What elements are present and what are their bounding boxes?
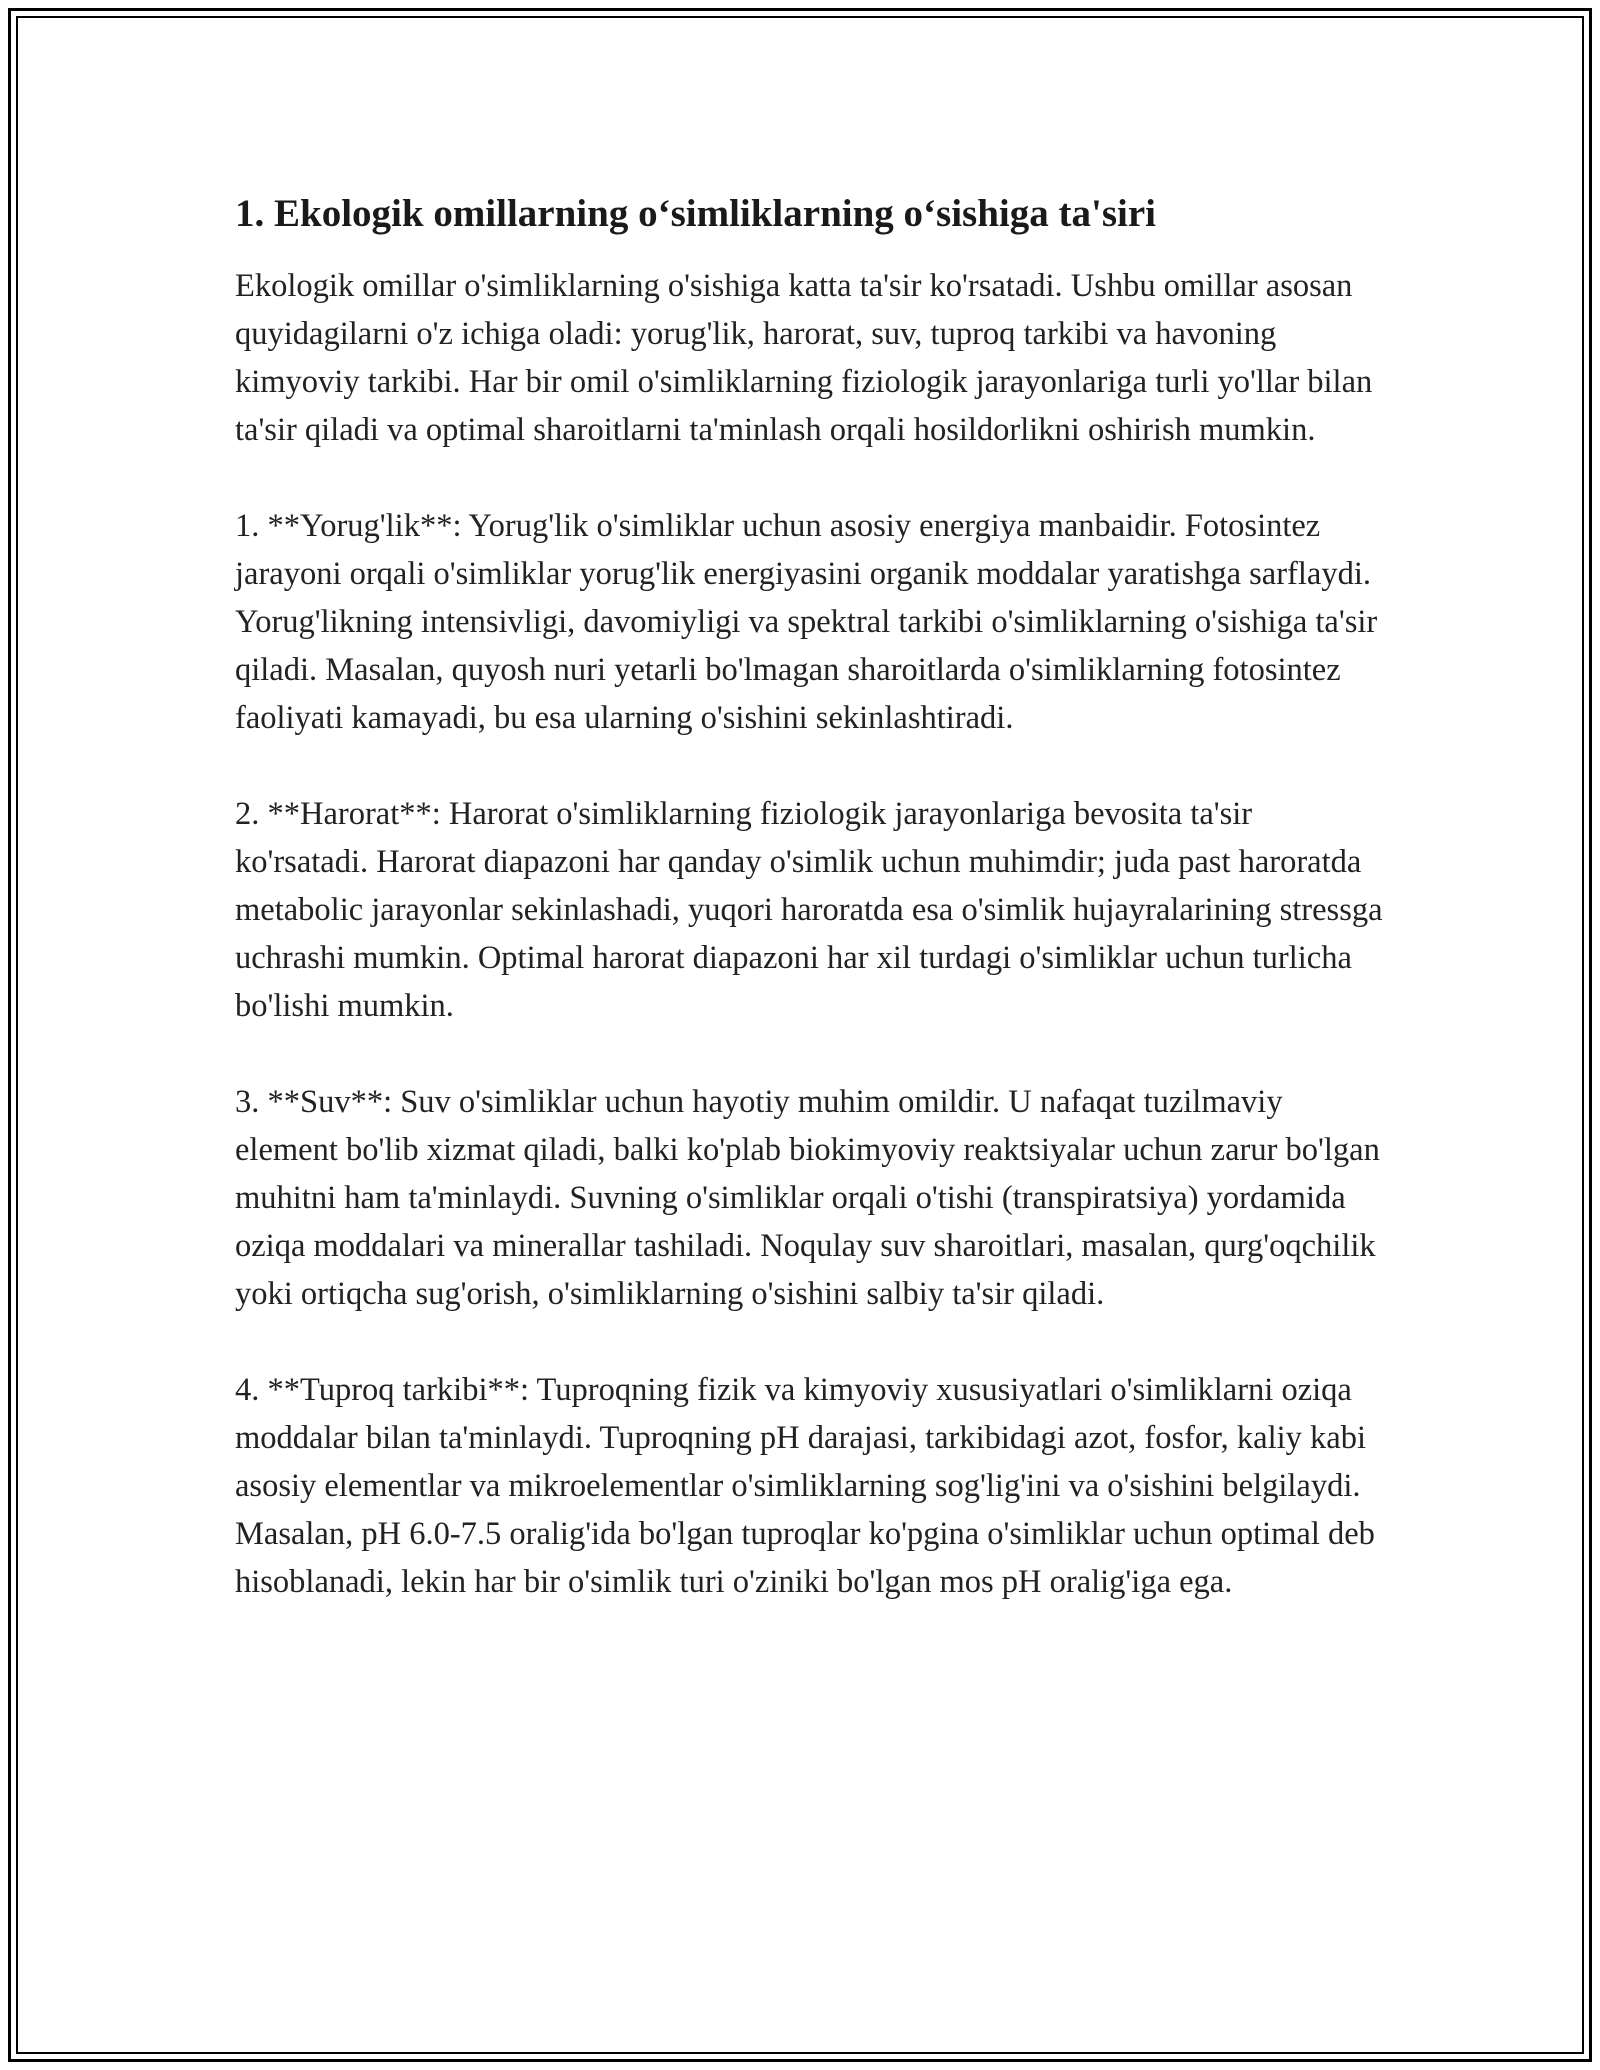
document-body [235, 186, 1385, 1654]
paragraph-light: 1. **Yorug'lik**: Yorug'lik o'simliklar uchun asosiy energiya manbaidir. Fotosintez jarayoni orqali o'simliklar yorug'lik energiyasini organik moddalar yaratishga sarflaydi. Yorug'likning intensivligi, davomiyligi va spektral tarkibi o'simliklarning o'sishiga ta'sir qiladi. Masalan, quyosh nuri yetarli bo'lmagan sharoitlarda o'simliklarning fotosintez faoliyati kamayadi, bu esa ularning o'sishini sekinlashtiradi. [235, 508, 1378, 736]
intro-paragraph: Ekologik omillar o'simliklarning o'sishiga katta ta'sir ko'rsatadi. Ushbu omillar asosan quyidagilarni o'z ichiga oladi: yorug'lik, harorat, suv, tuproq tarkibi va havoning kimyoviy tarkibi. Har bir omil o'simliklarning fiziologik jarayonlariga turli yo'llar bilan ta'sir qiladi va optimal sharoitlarni ta'minlash orqali hosildorlikni oshirish mumkin. [235, 268, 1373, 448]
paragraph-soil: 4. **Tuproq tarkibi**: Tuproqning fizik va kimyoviy xususiyatlari o'simliklarni oziqa moddalar bilan ta'minlaydi. Tuproqning pH darajasi, tarkibidagi azot, fosfor, kaliy kabi asosiy elementlar va mikroelementlar o'simliklarning sog'lig'ini va o'sishini belgilaydi. Masalan, pH 6.0-7.5 oralig'ida bo'lgan tuproqlar ko'pgina o'simliklar uchun optimal deb hisoblanadi, lekin har bir o'simlik turi o'ziniki bo'lgan mos pH oralig'iga ega. [235, 1372, 1375, 1600]
document-title: 1. Ekologik omillarning o‘simliklarning o‘sishiga ta'siri [235, 192, 1156, 235]
paragraph-temperature: 2. **Harorat**: Harorat o'simliklarning fiziologik jarayonlariga bevosita ta'sir ko'rsatadi. Harorat diapazoni har qanday o'simlik uchun muhimdir; juda past haroratda metabolic jarayonlar sekinlashadi, yuqori haroratda esa o'simlik hujayralarining stressga uchrashi mumkin. Optimal harorat diapazoni har xil turdagi o'simliklar uchun turlicha bo'lishi mumkin. [235, 796, 1383, 1024]
paragraph-water: 3. **Suv**: Suv o'simliklar uchun hayotiy muhim omildir. U nafaqat tuzilmaviy element bo'lib xizmat qiladi, balki ko'plab biokimyoviy reaktsiyalar uchun zarur bo'lgan muhitni ham ta'minlaydi. Suvning o'simliklar orqali o'tishi (transpiratsiya) yordamida oziqa moddalari va minerallar tashiladi. Noqulay suv sharoitlari, masalan, qurg'oqchilik yoki ortiqcha sug'orish, o'simliklarning o'sishini salbiy ta'sir qiladi. [235, 1084, 1380, 1312]
